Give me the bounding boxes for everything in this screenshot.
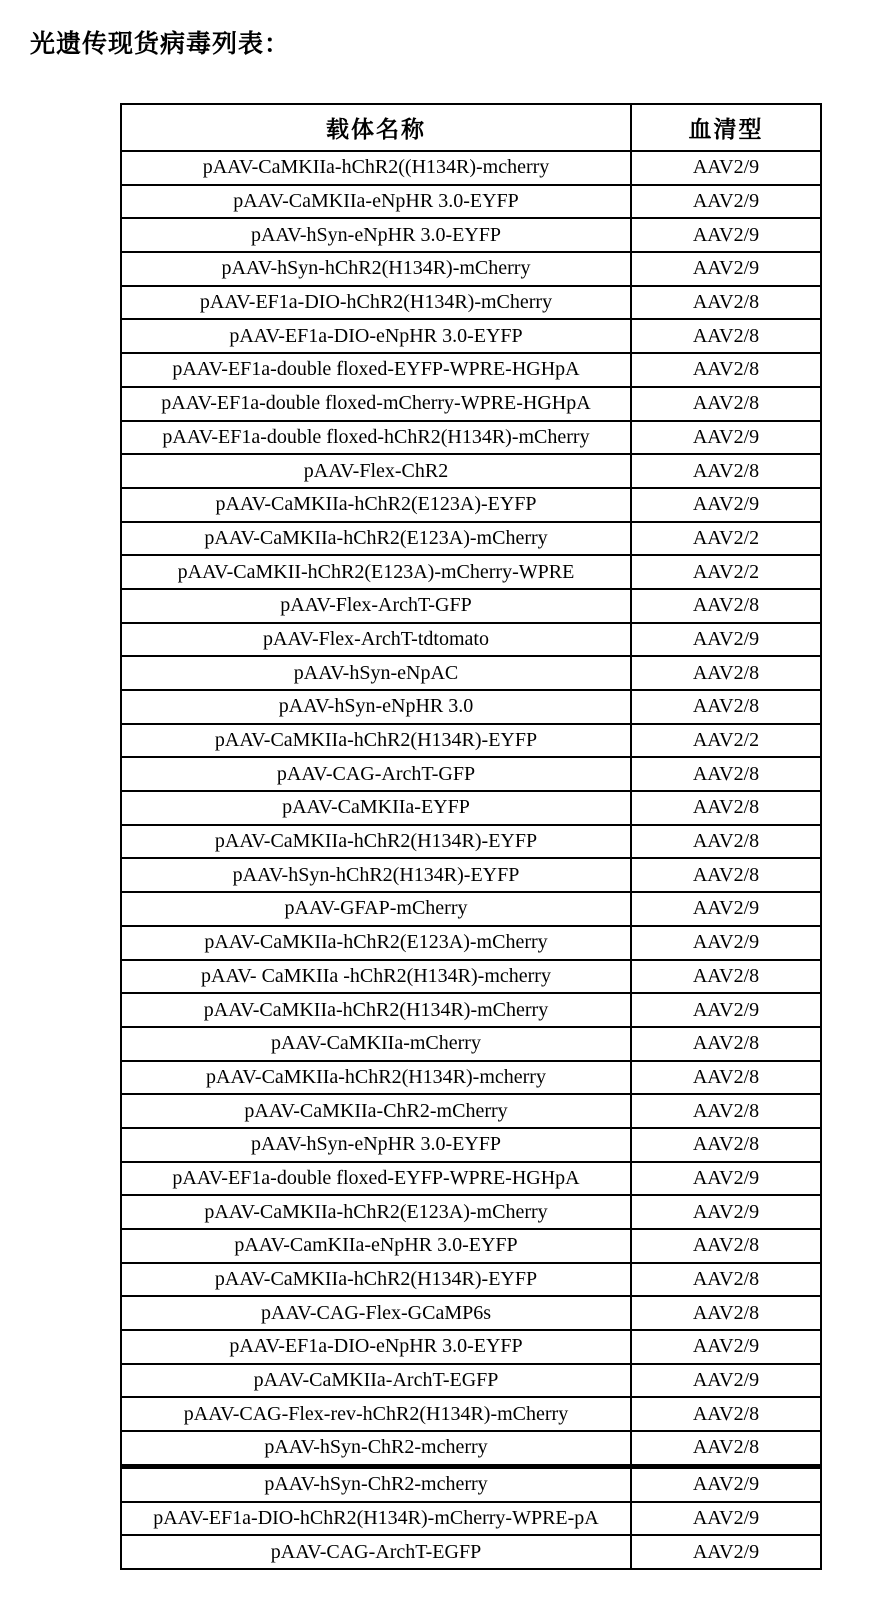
table-row — [121, 1330, 821, 1364]
serotype-cell: AAV2/8 — [631, 1128, 821, 1162]
vector-name-cell: pAAV-CaMKIIa-hChR2((H134R)-mcherry — [121, 151, 631, 185]
serotype-cell: AAV2/8 — [631, 1296, 821, 1330]
table-row — [121, 656, 821, 690]
column-header-vector-name: 载体名称 — [121, 104, 631, 151]
table-row — [121, 757, 821, 791]
vector-name-cell: pAAV-CamKIIa-eNpHR 3.0-EYFP — [121, 1229, 631, 1263]
vector-name-cell: pAAV-CaMKIIa-mCherry — [121, 1027, 631, 1061]
vector-name-cell: pAAV-hSyn-eNpAC — [121, 656, 631, 690]
table-row — [121, 555, 821, 589]
table-row — [121, 825, 821, 859]
vector-name-cell: pAAV-CaMKIIa-hChR2(H134R)-mcherry — [121, 1061, 631, 1095]
vector-name-cell: pAAV-CaMKIIa-hChR2(E123A)-mCherry — [121, 926, 631, 960]
vector-name-cell: pAAV-CaMKIIa-hChR2(H134R)-EYFP — [121, 1263, 631, 1297]
vector-name-cell: pAAV-hSyn-ChR2-mcherry — [121, 1431, 631, 1466]
serotype-cell: AAV2/9 — [631, 623, 821, 657]
table-row — [121, 1364, 821, 1398]
serotype-cell: AAV2/9 — [631, 1502, 821, 1536]
table-row — [121, 690, 821, 724]
serotype-cell: AAV2/8 — [631, 825, 821, 859]
serotype-cell: AAV2/9 — [631, 1330, 821, 1364]
serotype-cell: AAV2/9 — [631, 1162, 821, 1196]
table-body — [121, 151, 821, 1569]
vector-name-cell: pAAV-CAG-Flex-GCaMP6s — [121, 1296, 631, 1330]
serotype-cell: AAV2/8 — [631, 690, 821, 724]
serotype-cell: AAV2/9 — [631, 488, 821, 522]
table-row — [121, 218, 821, 252]
table-row — [121, 454, 821, 488]
table-row — [121, 1195, 821, 1229]
column-header-serotype: 血清型 — [631, 104, 821, 151]
serotype-cell: AAV2/9 — [631, 1535, 821, 1569]
vector-name-cell: pAAV-CaMKIIa-hChR2(E123A)-EYFP — [121, 488, 631, 522]
serotype-cell: AAV2/2 — [631, 555, 821, 589]
serotype-cell: AAV2/8 — [631, 960, 821, 994]
table-row — [121, 960, 821, 994]
serotype-cell: AAV2/8 — [631, 589, 821, 623]
vector-name-cell: pAAV-EF1a-DIO-eNpHR 3.0-EYFP — [121, 319, 631, 353]
table-row — [121, 1229, 821, 1263]
serotype-cell: AAV2/8 — [631, 286, 821, 320]
table-row — [121, 319, 821, 353]
vector-name-cell: pAAV-Flex-ArchT-tdtomato — [121, 623, 631, 657]
vector-name-cell: pAAV-CaMKIIa-hChR2(E123A)-mCherry — [121, 1195, 631, 1229]
vector-name-cell: pAAV-EF1a-double floxed-EYFP-WPRE-HGHpA — [121, 353, 631, 387]
serotype-cell: AAV2/9 — [631, 993, 821, 1027]
vector-name-cell: pAAV-CaMKIIa-eNpHR 3.0-EYFP — [121, 185, 631, 219]
serotype-cell: AAV2/8 — [631, 1397, 821, 1431]
table-header-row — [121, 104, 821, 151]
table-row — [121, 1296, 821, 1330]
table-row — [121, 892, 821, 926]
serotype-cell: AAV2/8 — [631, 1431, 821, 1466]
serotype-cell: AAV2/9 — [631, 185, 821, 219]
serotype-cell: AAV2/2 — [631, 522, 821, 556]
table-row — [121, 1162, 821, 1196]
table-row — [121, 993, 821, 1027]
serotype-cell: AAV2/8 — [631, 1263, 821, 1297]
vector-name-cell: pAAV-CAG-ArchT-EGFP — [121, 1535, 631, 1569]
vector-name-cell: pAAV-EF1a-double floxed-mCherry-WPRE-HGHpA — [121, 387, 631, 421]
vector-name-cell: pAAV-CaMKII-hChR2(E123A)-mCherry-WPRE — [121, 555, 631, 589]
serotype-cell: AAV2/8 — [631, 387, 821, 421]
vector-name-cell: pAAV-CAG-Flex-rev-hChR2(H134R)-mCherry — [121, 1397, 631, 1431]
table-row — [121, 1535, 821, 1569]
table-row — [121, 724, 821, 758]
vector-name-cell: pAAV-CaMKIIa-hChR2(H134R)-mCherry — [121, 993, 631, 1027]
serotype-cell: AAV2/8 — [631, 791, 821, 825]
table-row — [121, 421, 821, 455]
serotype-cell: AAV2/9 — [631, 421, 821, 455]
table-row — [121, 1466, 821, 1501]
table-row — [121, 286, 821, 320]
serotype-cell: AAV2/9 — [631, 151, 821, 185]
table-row — [121, 1061, 821, 1095]
serotype-cell: AAV2/8 — [631, 1027, 821, 1061]
serotype-cell: AAV2/8 — [631, 353, 821, 387]
page-title: 光遗传现货病毒列表： — [30, 30, 291, 58]
table-row — [121, 185, 821, 219]
vector-name-cell: pAAV-Flex-ChR2 — [121, 454, 631, 488]
vector-name-cell: pAAV-CaMKIIa-hChR2(H134R)-EYFP — [121, 825, 631, 859]
table-header — [121, 104, 821, 151]
vector-name-cell: pAAV-CaMKIIa-ArchT-EGFP — [121, 1364, 631, 1398]
table-row — [121, 387, 821, 421]
serotype-cell: AAV2/8 — [631, 454, 821, 488]
serotype-cell: AAV2/2 — [631, 724, 821, 758]
serotype-cell: AAV2/8 — [631, 319, 821, 353]
table-row — [121, 1027, 821, 1061]
vector-name-cell: pAAV-CAG-ArchT-GFP — [121, 757, 631, 791]
serotype-cell: AAV2/9 — [631, 218, 821, 252]
vector-name-cell: pAAV-hSyn-hChR2(H134R)-mCherry — [121, 252, 631, 286]
serotype-cell: AAV2/8 — [631, 1061, 821, 1095]
serotype-cell: AAV2/9 — [631, 1364, 821, 1398]
table-row — [121, 252, 821, 286]
vector-name-cell: pAAV-hSyn-hChR2(H134R)-EYFP — [121, 858, 631, 892]
vector-name-cell: pAAV- CaMKIIa -hChR2(H134R)-mcherry — [121, 960, 631, 994]
table-row — [121, 1397, 821, 1431]
table-row — [121, 1094, 821, 1128]
serotype-cell: AAV2/8 — [631, 1229, 821, 1263]
serotype-cell: AAV2/8 — [631, 757, 821, 791]
serotype-cell: AAV2/9 — [631, 892, 821, 926]
table-row — [121, 1128, 821, 1162]
vector-name-cell: pAAV-hSyn-eNpHR 3.0-EYFP — [121, 1128, 631, 1162]
table-row — [121, 522, 821, 556]
serotype-cell: AAV2/9 — [631, 926, 821, 960]
table-row — [121, 1263, 821, 1297]
vector-name-cell: pAAV-EF1a-double floxed-hChR2(H134R)-mCherry — [121, 421, 631, 455]
serotype-cell: AAV2/9 — [631, 1195, 821, 1229]
table-row — [121, 1502, 821, 1536]
vector-name-cell: pAAV-GFAP-mCherry — [121, 892, 631, 926]
table-row — [121, 1431, 821, 1466]
vector-name-cell: pAAV-EF1a-DIO-eNpHR 3.0-EYFP — [121, 1330, 631, 1364]
vector-name-cell: pAAV-EF1a-DIO-hChR2(H134R)-mCherry-WPRE-pA — [121, 1502, 631, 1536]
vector-name-cell: pAAV-EF1a-double floxed-EYFP-WPRE-HGHpA — [121, 1162, 631, 1196]
serotype-cell: AAV2/9 — [631, 1466, 821, 1501]
vector-name-cell: pAAV-CaMKIIa-ChR2-mCherry — [121, 1094, 631, 1128]
vector-name-cell: pAAV-EF1a-DIO-hChR2(H134R)-mCherry — [121, 286, 631, 320]
table-row — [121, 353, 821, 387]
vector-name-cell: pAAV-CaMKIIa-EYFP — [121, 791, 631, 825]
vector-name-cell: pAAV-hSyn-eNpHR 3.0 — [121, 690, 631, 724]
vector-name-cell: pAAV-CaMKIIa-hChR2(H134R)-EYFP — [121, 724, 631, 758]
serotype-cell: AAV2/9 — [631, 252, 821, 286]
table-row — [121, 623, 821, 657]
table-row — [121, 926, 821, 960]
table-row — [121, 858, 821, 892]
serotype-cell: AAV2/8 — [631, 656, 821, 690]
table-row — [121, 488, 821, 522]
vector-name-cell: pAAV-Flex-ArchT-GFP — [121, 589, 631, 623]
table-row — [121, 589, 821, 623]
vector-name-cell: pAAV-hSyn-eNpHR 3.0-EYFP — [121, 218, 631, 252]
virus-vector-table — [120, 103, 822, 1570]
table-row — [121, 791, 821, 825]
serotype-cell: AAV2/8 — [631, 858, 821, 892]
vector-name-cell: pAAV-CaMKIIa-hChR2(E123A)-mCherry — [121, 522, 631, 556]
table-row — [121, 151, 821, 185]
serotype-cell: AAV2/8 — [631, 1094, 821, 1128]
vector-name-cell: pAAV-hSyn-ChR2-mcherry — [121, 1466, 631, 1501]
